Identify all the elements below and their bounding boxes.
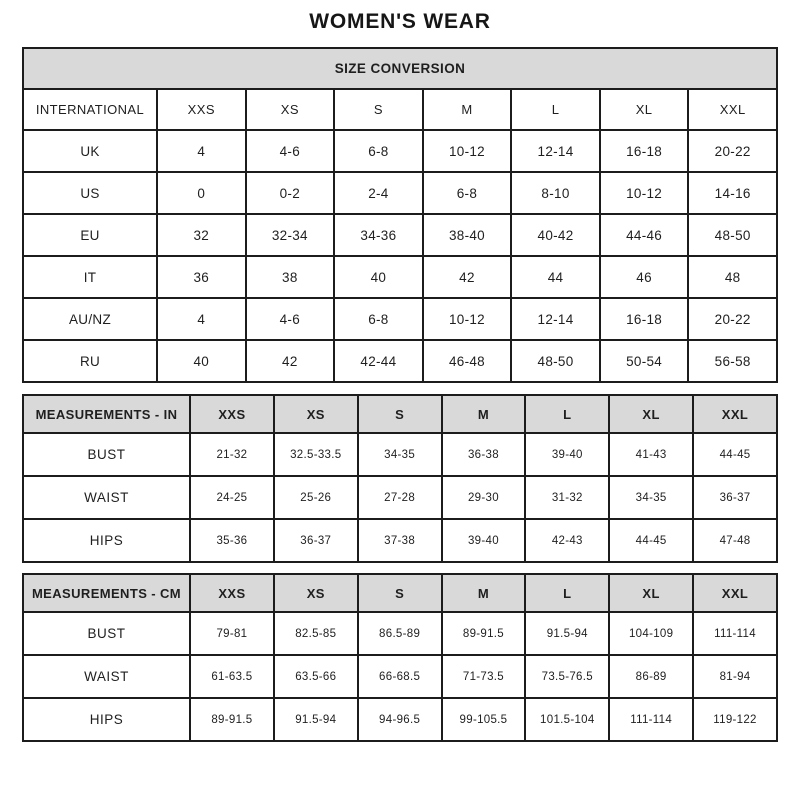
value-cell: 99-105.5	[442, 698, 526, 741]
value-cell: 25-26	[274, 476, 358, 519]
column-header-cell: M	[423, 89, 512, 130]
table-row	[23, 612, 777, 655]
value-cell: 12-14	[511, 298, 600, 340]
row-label-cell: IT	[23, 256, 157, 298]
table-row	[23, 214, 777, 256]
value-cell: 6-8	[423, 172, 512, 214]
value-cell: 81-94	[693, 655, 777, 698]
value-cell: 66-68.5	[358, 655, 442, 698]
value-cell: 6-8	[334, 130, 423, 172]
value-cell: 48-50	[511, 340, 600, 382]
value-cell: 73.5-76.5	[525, 655, 609, 698]
row-label-cell: HIPS	[23, 519, 190, 562]
column-header-cell: XS	[246, 89, 335, 130]
value-cell: 42-44	[334, 340, 423, 382]
value-cell: 29-30	[442, 476, 526, 519]
value-cell: 86.5-89	[358, 612, 442, 655]
value-cell: 36	[157, 256, 246, 298]
value-cell: 39-40	[525, 433, 609, 476]
value-cell: 16-18	[600, 130, 689, 172]
value-cell: 89-91.5	[190, 698, 274, 741]
column-header-cell: XXS	[190, 574, 274, 612]
value-cell: 4-6	[246, 130, 335, 172]
column-header-cell: M	[442, 574, 526, 612]
row-label-cell: RU	[23, 340, 157, 382]
value-cell: 38	[246, 256, 335, 298]
value-cell: 32	[157, 214, 246, 256]
table-header-row	[23, 89, 777, 130]
column-header-cell: XS	[274, 574, 358, 612]
table-row	[23, 655, 777, 698]
row-label-cell: BUST	[23, 433, 190, 476]
value-cell: 10-12	[600, 172, 689, 214]
value-cell: 2-4	[334, 172, 423, 214]
column-header-cell: M	[442, 395, 526, 433]
value-cell: 20-22	[688, 298, 777, 340]
value-cell: 44-46	[600, 214, 689, 256]
row-label-cell: EU	[23, 214, 157, 256]
column-header-cell: XL	[609, 395, 693, 433]
table-row	[23, 519, 777, 562]
value-cell: 0	[157, 172, 246, 214]
value-cell: 91.5-94	[525, 612, 609, 655]
value-cell: 79-81	[190, 612, 274, 655]
table-row	[23, 340, 777, 382]
value-cell: 47-48	[693, 519, 777, 562]
value-cell: 111-114	[609, 698, 693, 741]
value-cell: 44	[511, 256, 600, 298]
value-cell: 48	[688, 256, 777, 298]
column-header-cell: S	[334, 89, 423, 130]
value-cell: 42	[423, 256, 512, 298]
value-cell: 48-50	[688, 214, 777, 256]
measurements-cm-table	[22, 573, 778, 742]
value-cell: 20-22	[688, 130, 777, 172]
value-cell: 8-10	[511, 172, 600, 214]
table-row	[23, 298, 777, 340]
value-cell: 42	[246, 340, 335, 382]
size-conversion-table	[22, 47, 778, 383]
column-header-cell: MEASUREMENTS - IN	[23, 395, 190, 433]
column-header-cell: MEASUREMENTS - CM	[23, 574, 190, 612]
value-cell: 21-32	[190, 433, 274, 476]
value-cell: 39-40	[442, 519, 526, 562]
column-header-cell: XS	[274, 395, 358, 433]
column-header-cell: S	[358, 574, 442, 612]
value-cell: 36-37	[693, 476, 777, 519]
row-label-cell: HIPS	[23, 698, 190, 741]
row-label-cell: UK	[23, 130, 157, 172]
value-cell: 35-36	[190, 519, 274, 562]
value-cell: 63.5-66	[274, 655, 358, 698]
value-cell: 94-96.5	[358, 698, 442, 741]
value-cell: 12-14	[511, 130, 600, 172]
value-cell: 4	[157, 130, 246, 172]
column-header-cell: XXL	[693, 395, 777, 433]
column-header-cell: L	[525, 395, 609, 433]
value-cell: 42-43	[525, 519, 609, 562]
table-title-row	[23, 48, 777, 89]
table-row	[23, 698, 777, 741]
row-label-cell: BUST	[23, 612, 190, 655]
value-cell: 82.5-85	[274, 612, 358, 655]
table-row	[23, 433, 777, 476]
value-cell: 32.5-33.5	[274, 433, 358, 476]
value-cell: 4-6	[246, 298, 335, 340]
row-label-cell: AU/NZ	[23, 298, 157, 340]
value-cell: 50-54	[600, 340, 689, 382]
value-cell: 44-45	[693, 433, 777, 476]
table-header-row	[23, 574, 777, 612]
measurements-in-table	[22, 394, 778, 563]
row-label-cell: WAIST	[23, 655, 190, 698]
value-cell: 34-35	[609, 476, 693, 519]
value-cell: 111-114	[693, 612, 777, 655]
value-cell: 0-2	[246, 172, 335, 214]
value-cell: 37-38	[358, 519, 442, 562]
row-label-cell: US	[23, 172, 157, 214]
value-cell: 56-58	[688, 340, 777, 382]
value-cell: 46-48	[423, 340, 512, 382]
column-header-cell: S	[358, 395, 442, 433]
value-cell: 101.5-104	[525, 698, 609, 741]
value-cell: 34-36	[334, 214, 423, 256]
column-header-cell: XXL	[688, 89, 777, 130]
value-cell: 119-122	[693, 698, 777, 741]
value-cell: 16-18	[600, 298, 689, 340]
value-cell: 61-63.5	[190, 655, 274, 698]
column-header-cell: L	[525, 574, 609, 612]
value-cell: 44-45	[609, 519, 693, 562]
value-cell: 4	[157, 298, 246, 340]
value-cell: 6-8	[334, 298, 423, 340]
table-row	[23, 476, 777, 519]
value-cell: 32-34	[246, 214, 335, 256]
row-label-cell: WAIST	[23, 476, 190, 519]
value-cell: 40	[334, 256, 423, 298]
value-cell: 104-109	[609, 612, 693, 655]
value-cell: 86-89	[609, 655, 693, 698]
value-cell: 24-25	[190, 476, 274, 519]
column-header-cell: L	[511, 89, 600, 130]
size-chart-page	[22, 0, 778, 742]
value-cell: 34-35	[358, 433, 442, 476]
page-title: WOMEN'S WEAR	[309, 10, 491, 33]
value-cell: 91.5-94	[274, 698, 358, 741]
column-header-cell: XL	[600, 89, 689, 130]
value-cell: 40	[157, 340, 246, 382]
column-header-cell: INTERNATIONAL	[23, 89, 157, 130]
value-cell: 14-16	[688, 172, 777, 214]
column-header-cell: XXS	[190, 395, 274, 433]
value-cell: 10-12	[423, 130, 512, 172]
value-cell: 38-40	[423, 214, 512, 256]
value-cell: 89-91.5	[442, 612, 526, 655]
value-cell: 41-43	[609, 433, 693, 476]
value-cell: 27-28	[358, 476, 442, 519]
table-row	[23, 130, 777, 172]
column-header-cell: XL	[609, 574, 693, 612]
table-header-row	[23, 395, 777, 433]
value-cell: 71-73.5	[442, 655, 526, 698]
column-header-cell: XXL	[693, 574, 777, 612]
value-cell: 46	[600, 256, 689, 298]
column-header-cell: XXS	[157, 89, 246, 130]
table-title-cell: SIZE CONVERSION	[23, 48, 777, 89]
value-cell: 36-37	[274, 519, 358, 562]
value-cell: 36-38	[442, 433, 526, 476]
value-cell: 31-32	[525, 476, 609, 519]
table-row	[23, 172, 777, 214]
value-cell: 40-42	[511, 214, 600, 256]
value-cell: 10-12	[423, 298, 512, 340]
table-row	[23, 256, 777, 298]
